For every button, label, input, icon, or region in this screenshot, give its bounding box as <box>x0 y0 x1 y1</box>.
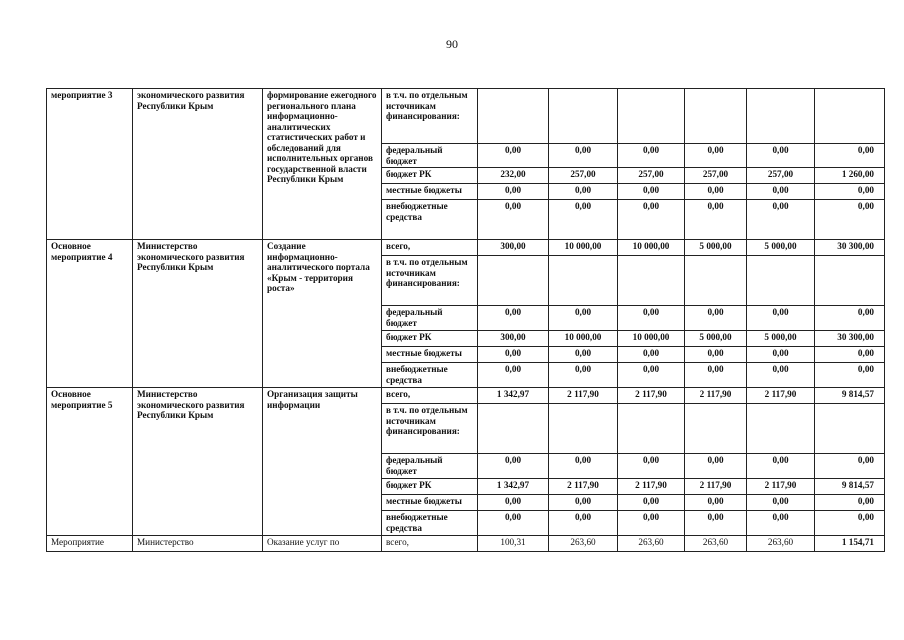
value-cell: 2 117,90 <box>549 479 618 495</box>
source-cell: федеральный бюджет <box>382 454 478 479</box>
value-cell: 0,00 <box>747 363 815 388</box>
value-cell: 10 000,00 <box>618 240 685 256</box>
value-cell: 0,00 <box>685 495 747 511</box>
value-cell: 257,00 <box>618 168 685 184</box>
value-cell: 0,00 <box>685 144 747 168</box>
value-cell: 0,00 <box>549 347 618 363</box>
value-cell: 0,00 <box>618 454 685 479</box>
value-cell: 232,00 <box>478 168 549 184</box>
value-cell: 1 342,97 <box>478 388 549 404</box>
value-cell: 0,00 <box>747 511 815 536</box>
value-cell: 0,00 <box>478 511 549 536</box>
source-cell: бюджет РК <box>382 168 478 184</box>
source-cell: всего, <box>382 536 478 552</box>
value-cell <box>747 89 815 144</box>
source-cell: всего, <box>382 240 478 256</box>
value-cell: 10 000,00 <box>549 331 618 347</box>
value-cell: 0,00 <box>478 144 549 168</box>
source-cell: федеральный бюджет <box>382 144 478 168</box>
value-cell <box>549 89 618 144</box>
value-cell: 0,00 <box>747 347 815 363</box>
total-cell: 9 814,57 <box>815 388 885 404</box>
value-cell: 0,00 <box>618 511 685 536</box>
source-cell: местные бюджеты <box>382 495 478 511</box>
value-cell: 5 000,00 <box>685 240 747 256</box>
value-cell: 0,00 <box>478 306 549 331</box>
value-cell: 0,00 <box>747 184 815 200</box>
value-cell: 2 117,90 <box>747 479 815 495</box>
total-cell: 0,00 <box>815 347 885 363</box>
total-cell: 0,00 <box>815 144 885 168</box>
value-cell: 0,00 <box>549 184 618 200</box>
value-cell: 0,00 <box>685 306 747 331</box>
value-cell: 10 000,00 <box>549 240 618 256</box>
total-cell <box>815 256 885 306</box>
total-cell <box>815 404 885 454</box>
description-cell: Создание информационно-аналитического портала «Крым - территория роста» <box>263 240 382 388</box>
value-cell: 263,60 <box>685 536 747 552</box>
source-cell: местные бюджеты <box>382 184 478 200</box>
source-cell: внебюджетные средства <box>382 200 478 240</box>
value-cell: 2 117,90 <box>618 479 685 495</box>
value-cell: 257,00 <box>747 168 815 184</box>
executor-cell: экономического развития Республики Крым <box>133 89 263 240</box>
value-cell <box>478 256 549 306</box>
value-cell: 0,00 <box>618 495 685 511</box>
total-cell: 0,00 <box>815 495 885 511</box>
value-cell: 0,00 <box>618 363 685 388</box>
value-cell: 0,00 <box>618 200 685 240</box>
source-cell: всего, <box>382 388 478 404</box>
source-cell: внебюджетные средства <box>382 363 478 388</box>
event-cell: Основное мероприятие 4 <box>47 240 133 388</box>
value-cell: 0,00 <box>549 454 618 479</box>
value-cell <box>549 256 618 306</box>
description-cell: формирование ежегодного регионального плана информационно-аналитических статистических работ и обследований для исполнительных органов государственной власти Республики Крым <box>263 89 382 240</box>
value-cell: 0,00 <box>478 454 549 479</box>
source-cell: местные бюджеты <box>382 347 478 363</box>
value-cell: 0,00 <box>478 184 549 200</box>
value-cell: 0,00 <box>549 306 618 331</box>
executor-cell: Министерство <box>133 536 263 552</box>
value-cell: 0,00 <box>549 495 618 511</box>
value-cell: 100,31 <box>478 536 549 552</box>
value-cell: 300,00 <box>478 240 549 256</box>
source-cell: федеральный бюджет <box>382 306 478 331</box>
value-cell <box>618 256 685 306</box>
value-cell: 0,00 <box>685 511 747 536</box>
executor-cell: Министерство экономического развития Республики Крым <box>133 388 263 536</box>
value-cell: 0,00 <box>747 306 815 331</box>
value-cell: 0,00 <box>618 347 685 363</box>
value-cell: 2 117,90 <box>685 388 747 404</box>
value-cell: 0,00 <box>685 184 747 200</box>
value-cell <box>549 404 618 454</box>
value-cell <box>478 404 549 454</box>
value-cell: 2 117,90 <box>685 479 747 495</box>
value-cell <box>747 256 815 306</box>
value-cell: 263,60 <box>747 536 815 552</box>
value-cell: 5 000,00 <box>685 331 747 347</box>
value-cell <box>478 89 549 144</box>
value-cell <box>685 256 747 306</box>
total-cell: 0,00 <box>815 200 885 240</box>
value-cell: 0,00 <box>618 144 685 168</box>
value-cell: 0,00 <box>685 200 747 240</box>
event-cell: Мероприятие <box>47 536 133 552</box>
value-cell: 257,00 <box>685 168 747 184</box>
total-cell: 1 154,71 <box>815 536 885 552</box>
value-cell: 0,00 <box>549 511 618 536</box>
total-cell: 0,00 <box>815 511 885 536</box>
total-cell <box>815 89 885 144</box>
value-cell: 0,00 <box>549 200 618 240</box>
source-cell: в т.ч. по отдельным источникам финансирования: <box>382 404 478 454</box>
value-cell: 0,00 <box>478 363 549 388</box>
value-cell: 0,00 <box>618 306 685 331</box>
total-cell: 0,00 <box>815 454 885 479</box>
total-cell: 0,00 <box>815 184 885 200</box>
value-cell: 5 000,00 <box>747 331 815 347</box>
description-cell: Организация защиты информации <box>263 388 382 536</box>
value-cell: 0,00 <box>549 144 618 168</box>
value-cell: 0,00 <box>478 200 549 240</box>
value-cell: 2 117,90 <box>549 388 618 404</box>
value-cell <box>618 404 685 454</box>
total-cell: 1 260,00 <box>815 168 885 184</box>
total-cell: 30 300,00 <box>815 240 885 256</box>
value-cell: 10 000,00 <box>618 331 685 347</box>
total-cell: 30 300,00 <box>815 331 885 347</box>
value-cell: 0,00 <box>747 495 815 511</box>
event-cell: Основное мероприятие 5 <box>47 388 133 536</box>
value-cell: 0,00 <box>685 454 747 479</box>
page-number: 90 <box>446 37 458 51</box>
budget-table <box>46 88 885 552</box>
value-cell: 0,00 <box>685 363 747 388</box>
value-cell: 300,00 <box>478 331 549 347</box>
value-cell: 5 000,00 <box>747 240 815 256</box>
value-cell: 2 117,90 <box>618 388 685 404</box>
description-cell: Оказание услуг по <box>263 536 382 552</box>
executor-cell: Министерство экономического развития Республики Крым <box>133 240 263 388</box>
total-cell: 0,00 <box>815 306 885 331</box>
value-cell: 0,00 <box>478 495 549 511</box>
value-cell <box>747 404 815 454</box>
value-cell: 0,00 <box>618 184 685 200</box>
total-cell: 0,00 <box>815 363 885 388</box>
value-cell: 0,00 <box>685 347 747 363</box>
event-cell: мероприятие 3 <box>47 89 133 240</box>
value-cell: 0,00 <box>478 347 549 363</box>
value-cell <box>685 89 747 144</box>
source-cell: бюджет РК <box>382 331 478 347</box>
value-cell: 263,60 <box>549 536 618 552</box>
value-cell <box>618 89 685 144</box>
source-cell: бюджет РК <box>382 479 478 495</box>
source-cell: внебюджетные средства <box>382 511 478 536</box>
source-cell: в т.ч. по отдельным источникам финансирования: <box>382 89 478 144</box>
value-cell: 257,00 <box>549 168 618 184</box>
value-cell: 1 342,97 <box>478 479 549 495</box>
total-cell: 9 814,57 <box>815 479 885 495</box>
value-cell: 263,60 <box>618 536 685 552</box>
value-cell <box>685 404 747 454</box>
value-cell: 0,00 <box>549 363 618 388</box>
value-cell: 0,00 <box>747 200 815 240</box>
value-cell: 0,00 <box>747 144 815 168</box>
value-cell: 2 117,90 <box>747 388 815 404</box>
value-cell: 0,00 <box>747 454 815 479</box>
source-cell: в т.ч. по отдельным источникам финансирования: <box>382 256 478 306</box>
